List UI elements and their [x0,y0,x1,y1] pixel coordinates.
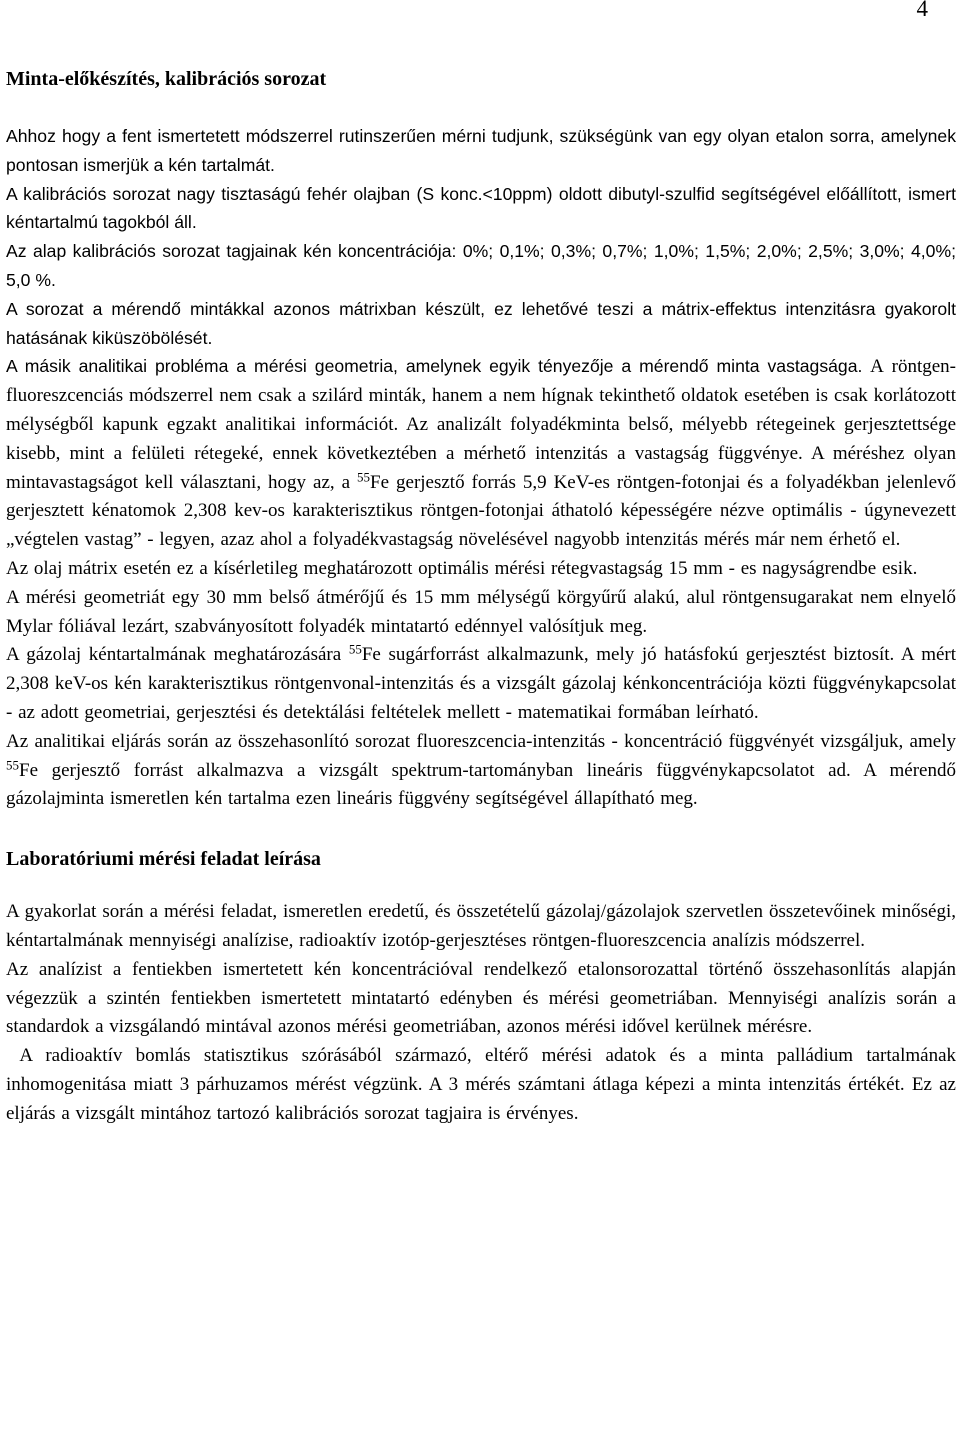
paragraph: A radioaktív bomlás statisztikus szórásából származó, eltérő mérési adatok és a minta palládium tartalmának inhomogenitása miatt 3 párhuzamos mérést végzünk. A 3 mérés számtani átlaga képezi a minta intenzitás értékét. Ez az eljárás a vizsgált mintához tartozó kalibrációs sorozat tagjaira is érvényes. [6,1045,956,1124]
paragraph: Az analízist a fentiekben ismertetett kén koncentrációval rendelkező etalonsorozattal történő összehasonlítás alapján végezzük a szintén fentiekben ismertetett mintatartó edényben és mérési geometriában. Mennyiségi analízis során a standardok a vizsgálandó mintával azonos mérési geometriában, azonos mérési idővel kerülnek mérésre. [6,958,956,1038]
text-run: A másik analitikai probléma a mérési geometria, amelynek egyik tényezője a mérendő minta vastagsága. [6,356,863,377]
isotope-mass-number: 55 [6,757,19,773]
isotope-mass-number: 55 [348,641,362,657]
paragraph-geometry [6,352,956,555]
text-run: Az analitikai eljárás során az összehasonlító sorozat fluoreszcencia-intenzitás - koncentráció függvényét vizsgáljuk, amely [6,730,956,752]
paragraph-source [6,641,956,727]
paragraph: A mérési geometriát egy 30 mm belső átmérőjű és 15 mm mélységű körgyűrű alakú, alul röntgensugarakat nem elnyelő Mylar fóliával lezárt, szabványosított folyadék mintatartó edénnyel valósítjuk meg. [6,586,956,637]
page-number: 4 [916,0,928,21]
text-run: Fe gerjesztő forrás 5,9 KeV-es röntgen-fotonjai és a folyadékban jelenlevő gerjesztett kénatomok 2,308 kev-os karakterisztikus röntgen-fotonjai áthatoló képességére nézve optimális - úgynevezett „végtelen vastag” - legyen, azaz ahol a folyadékvastagság növelésével nagyobb intenzitás mérés már nem érhető el. [6,471,957,551]
paragraph-analysis [6,728,956,814]
paragraph: Ahhoz hogy a fent ismertetett módszerrel rutinszerűen mérni tudjunk, szükségünk van egy olyan etalon sorra, amelynek pontosan ismerjük a kén tartalmát. [6,126,956,175]
document-body [6,64,956,1129]
section-title-sample-preparation: Minta-előkészítés, kalibrációs sorozat [6,68,327,90]
paragraph: Az alap kalibrációs sorozat tagjainak kén koncentrációja: 0%; 0,1%; 0,3%; 0,7%; 1,0%; 1,5%; 2,0%; 2,5%; 3,0%; 4,0%; 5,0 %. [6,241,956,290]
paragraph: A sorozat a mérendő mintákkal azonos mátrixban készült, ez lehetővé teszi a mátrix-effektus intenzitásra gyakorolt hatásának kiküszöbölését. [6,298,956,348]
paragraph: Az olaj mátrix esetén ez a kísérletileg meghatározott optimális mérési rétegvastagság 15 mm - es nagyságrendbe esik. [6,557,918,579]
paragraph: A gyakorlat során a mérési feladat, ismeretlen eredetű, és összetételű gázolaj/gázolajok szervetlen összetevőinek minőségi, kéntartalmának mennyiségi analízise, radioaktív izotóp-gerjesztéses röntgen-fluoreszcencia analízis módszerrel. [6,901,956,951]
section-title-lab-task: Laboratóriumi mérési feladat leírása [6,848,321,871]
text-run: A röntgen-fluoreszcenciás módszerrel nem csak a szilárd minták, hanem a nem hígnak tekinthető oldatok esetében is csak korlátozott mélységből kapunk egzakt analitikai információt. Az analizált folyadékminta belső, mélyebb rétegeinek gerjesztettsége kisebb, mint a felületi rétegeké, ennek következtében a mérhető intenzitás a vastagság függvénye. A méréshez olyan mintavastagságot kell választani, hogy az, a [6,356,956,493]
text-run: A gázolaj kéntartalmának meghatározására [6,644,349,666]
text-run: Fe sugárforrást alkalmazunk, mely jó hatásfokú gerjesztést biztosít. A mért 2,308 keV-os kén karakterisztikus röntgenvonal-intenzitás és a vizsgált gázolaj kénkoncentrációja közti függvénykapcsolat - az adott geometriai, gerjesztési és detektálási feltételek mellett - matematikai formában leírható. [6,644,957,723]
paragraph: A kalibrációs sorozat nagy tisztaságú fehér olajban (S konc.<10ppm) oldott dibutyl-szulfid segítségével előállított, ismert kéntartalmú tagokból áll. [6,183,956,233]
isotope-mass-number: 55 [357,469,371,485]
text-run: Fe gerjesztő forrást alkalmazva a vizsgált spektrum-tartományban lineáris függvénykapcsolatot ad. A mérendő gázolajminta ismeretlen kén tartalma ezen lineáris függvény segítségével állapítható meg. [6,759,956,810]
